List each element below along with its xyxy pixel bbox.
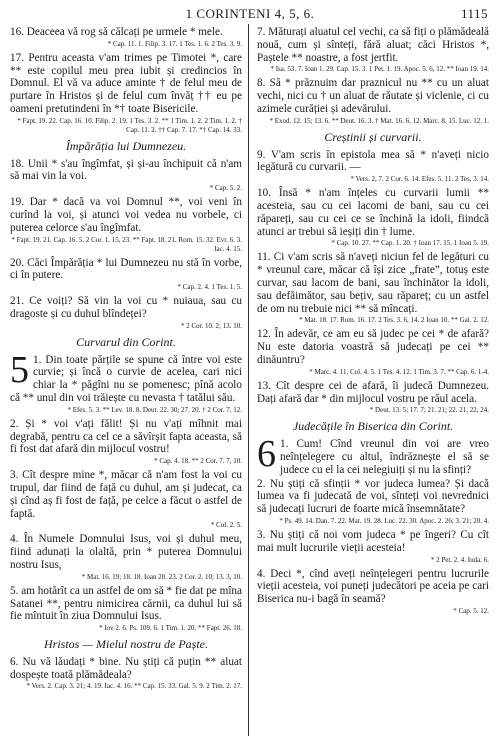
section-heading: Curvarul din Corint. [76,334,176,349]
verse: 4. Deci *, cînd aveți neînțelegeri pentru lucrurile vieții acesteia, voi puneți judecători pe aceia pe cari Biserica nu-i bagă în seamă? [257,567,489,606]
cross-reference: * Cap. 4. 18. ** 2 Cor. 7. 7, 10. [154,457,242,466]
verse: 9. V'am scris în epistola mea să * n'aveți nicio legătură cu curvarii. — [257,148,489,174]
verse: 4. În Numele Domnului Isus, voi și duhul meu, fiind adunați la olaltă, prin * puterea Domnului nostru Isus, [10,533,242,571]
cross-reference: * Exod. 12. 15; 13. 6. ** Deut. 16. 3. † Mat. 16. 6, 12. Marc. 8. 15. Luc. 12. 1. [269,116,489,125]
cross-reference: * Mat. 16. 19; 18. 18. Ioan 20. 23. 2 Cor. 2. 10; 13. 3, 10. [81,572,242,581]
chapter-number: 5 [10,348,29,391]
cross-reference: * Efes. 5. 3. ** Lev. 18. 8. Deut. 22. 30; 27. 20. † 2 Cor. 7. 12. [67,405,242,414]
cross-reference: * Cap. 5. 12. [453,606,489,615]
cross-reference: * Mat. 18. 17. Rom. 16. 17. 2 Tes. 3. 6, 14. 2 Ioan 10. ** Gal. 2. 12. [299,316,489,325]
verse: 2. Și * voi v'ați fălit! Și nu v'ați mîhnit mai degrabă, pentru ca cel ce a săvîrșit fapta aceasta, să fi fost dat afară din mijlocul vostru! [10,417,242,456]
verse: 3. Cît despre mine *, măcar că n'am fost la voi cu trupul, dar fiind de față cu duhul, am și judecat, ca și cînd aș fi fost de față, pe celce a făcut o astfel de faptă. [10,469,242,520]
verse: 3. Nu știți că noi vom judeca * pe îngeri? Cu cît mai mult lucrurile vieții acesteia! [257,528,489,554]
verse: 18. Unii * s'au îngîmfat, și și-au închipuit că n'am să mai vin la voi. [10,157,242,183]
chapter-start [257,433,489,476]
cross-reference: * Iov 2. 6. Ps. 109. 6. 1 Tim. 1. 20. ** Fapt. 26. 18. [99,624,242,633]
running-title: 1 CORINTENI 4, 5, 6. [185,6,315,21]
section-heading: Împărăția lui Dumnezeu. [65,138,187,153]
cross-reference: * Marc. 4. 11. Col. 4. 5. 1 Tes. 4. 12. 1 Tim. 3. 7. ** Cap. 6. 1-4. [309,367,489,376]
cross-reference: * 2 Cor. 10. 2; 13. 10. [180,321,242,330]
verse: 7. Măturați aluatul cel vechi, ca să fiți o plămădeală nouă, cum și sînteți, fără aluat; căci Hristos *, Paștele ** noastre, a fost jertfit. [257,26,489,64]
verse: 13. Cît despre cei de afară, îi judecă Dumnezeu. Dați afară dar * din mijlocul vostru pe răul acela. [257,379,489,405]
verse-text: 1. Cum! Cînd vreunul din voi are vreo neînțelegere cu altul, îndrăznește el să se judece cu el la cei nelegiuiți și nu la sfinți? [280,438,489,476]
verse: 10. Însă * n'am înțeles cu curvarii lumii ** acesteia, sau cu cei lacomi de bani, sau cu cei răpareți, sau cu cei ce se închină la idoli, fiindcă atunci ar trebui să ieșiți din † lume. [257,187,489,238]
verse: 20. Căci Împărăția * lui Dumnezeu nu stă în vorbe, ci în putere. [10,256,242,282]
right-block-3 [257,478,489,616]
cross-reference: * Vers. 2. Cap. 3. 21; 4. 19. Iac. 4. 16. ** Cap. 15. 33. Gal. 5. 9. 2 Tim. 2. 17. [26,682,242,691]
verse-text: 1. Din toate părțile se spune că între voi este curvie; și încă o curvie de acelea, cari nici chiar la * păgîni nu se pomenesc; pînă acolo că ** unul din voi trăiește cu nevasta † tatălui său. [10,353,242,404]
cross-reference: * Ps. 49. 14. Dan. 7. 22. Mat. 19. 28. Luc. 22. 30. Apoc. 2. 26; 3. 21; 20. 4. [279,516,489,525]
verse: 16. Deaceea vă rog să călcați pe urmele * mele. [10,26,223,38]
verse: 5. am hotărît ca un astfel de om să * fie dat pe mîna Satanei **, pentru nimicirea cărnii, ca duhul lui să fie mîntuit în ziua Domnului Isus. [10,584,242,623]
verse: 8. Să * prăznuim dar praznicul nu ** cu un aluat vechi, nici cu † un aluat de răutate și viclenie, ci cu azimele curăției și adevărului. [257,77,489,115]
verse: 19. Dar * dacă va voi Domnul **, voi veni în curînd la voi, și atunci voi vedea nu vorbele, ci puterea celorce s'au îngîmfat. [10,196,242,234]
verse: 6. Nu vă lăudați * bine. Nu știți că puțin ** aluat dospește toată plămădeala? [10,655,242,681]
section-heading: Creștinii și curvarii. [324,129,422,144]
page-header [0,6,500,26]
left-block-1 [10,26,242,135]
cross-reference: * Isa. 53. 7. Ioan 1. 29. Cap. 15. 3. 1 Pet. 1. 19. Apoc. 5. 6, 12. ** Ioan 19. 14. [270,65,489,74]
right-column [257,26,489,734]
verse: 12. În adevăr, ce am eu să judec pe cei * de afară? Nu este datoria voastră să judecați pe cei ** dinăuntru? [257,328,489,366]
cross-reference: * Col. 2. 5. [210,521,242,530]
section-heading: Judecățile în Biserica din Corint. [292,419,454,434]
cross-reference: * Fapt. 19. 22. Cap. 16. 10. Filip. 2. 19. 1 Tes. 3. 2. ** 1 Tim. 1. 2. 2 Tim. 1. 2. † Cap. 11. 2. †† Cap. 7. 17. *† Cap. 14. 33. [17,116,242,134]
verse: 21. Ce voiți? Să vin la voi cu * nuiaua, sau cu dragoste și cu duhul blîndeței? [10,295,242,320]
chapter-start [10,348,242,405]
section-heading: Hristos — Mielul nostru de Paște. [44,637,208,652]
verse: 2. Nu știți că sfinții * vor judeca lumea? Și dacă lumea va fi judecată de voi, sînteți voi nevrednici să judecați lucruri de foarte mică însemnătate? [257,477,489,516]
cross-reference: * Cap. 5. 2. [209,184,242,193]
left-block-2 [10,158,242,331]
chapter-number: 6 [257,433,276,476]
cross-reference: * Cap. 10. 27. ** Cap. 1. 20. † Ioan 17. 15. 1 Ioan 5. 19. [331,239,489,248]
cross-reference: * Fapt. 19. 21. Cap. 16. 5. 2 Cor. 1. 15, 23. ** Fapt. 18. 21. Rom. 15. 32. Evr. 6. 3. Iac. 4. 15. [11,235,242,253]
right-block-2 [257,149,489,416]
verse: 17. Pentru aceasta v'am trimes pe Timotei *, care ** este copilul meu prea iubit și credincios în Domnul. El vă va aduce aminte † de felul meu de purtare în Hristos și de felul cum învăț †† eu pe oameni pretutindeni în *† toate Bisericile. [10,51,242,115]
cross-reference: * Deut. 13. 5; 17. 7; 21. 21; 22. 21, 22, 24. [369,406,489,415]
left-block-4 [10,656,242,692]
cross-reference: * Cap. 11. 1. Filip. 3. 17. 1 Tes. 1. 6. 2 Tes. 3. 9. [107,39,242,48]
cross-reference: * Cap. 2. 4. 1 Tes. 1. 5. [177,283,242,292]
left-block-3 [10,418,242,633]
column-divider [248,24,249,736]
left-column [10,26,242,734]
verse: 11. Ci v'am scris să n'aveți niciun fel de legături cu * vreunul care, măcar că își zice „frate”, totuș este curvar, sau lacom de bani, sau închinător la idoli, sau defăimător, sau bețiv, sau răpareț; cu un astfel de om nu trebuie nici ** să mîncați. [257,251,489,315]
page-number: 1115 [460,6,488,21]
cross-reference: * 2 Pet. 2. 4. Iuda. 6. [430,555,489,564]
right-block-1 [257,26,489,126]
cross-reference: * Vers. 2, 7. 2 Cor. 6. 14. Efes. 5. 11. 2 Tes. 3. 14. [350,175,489,184]
